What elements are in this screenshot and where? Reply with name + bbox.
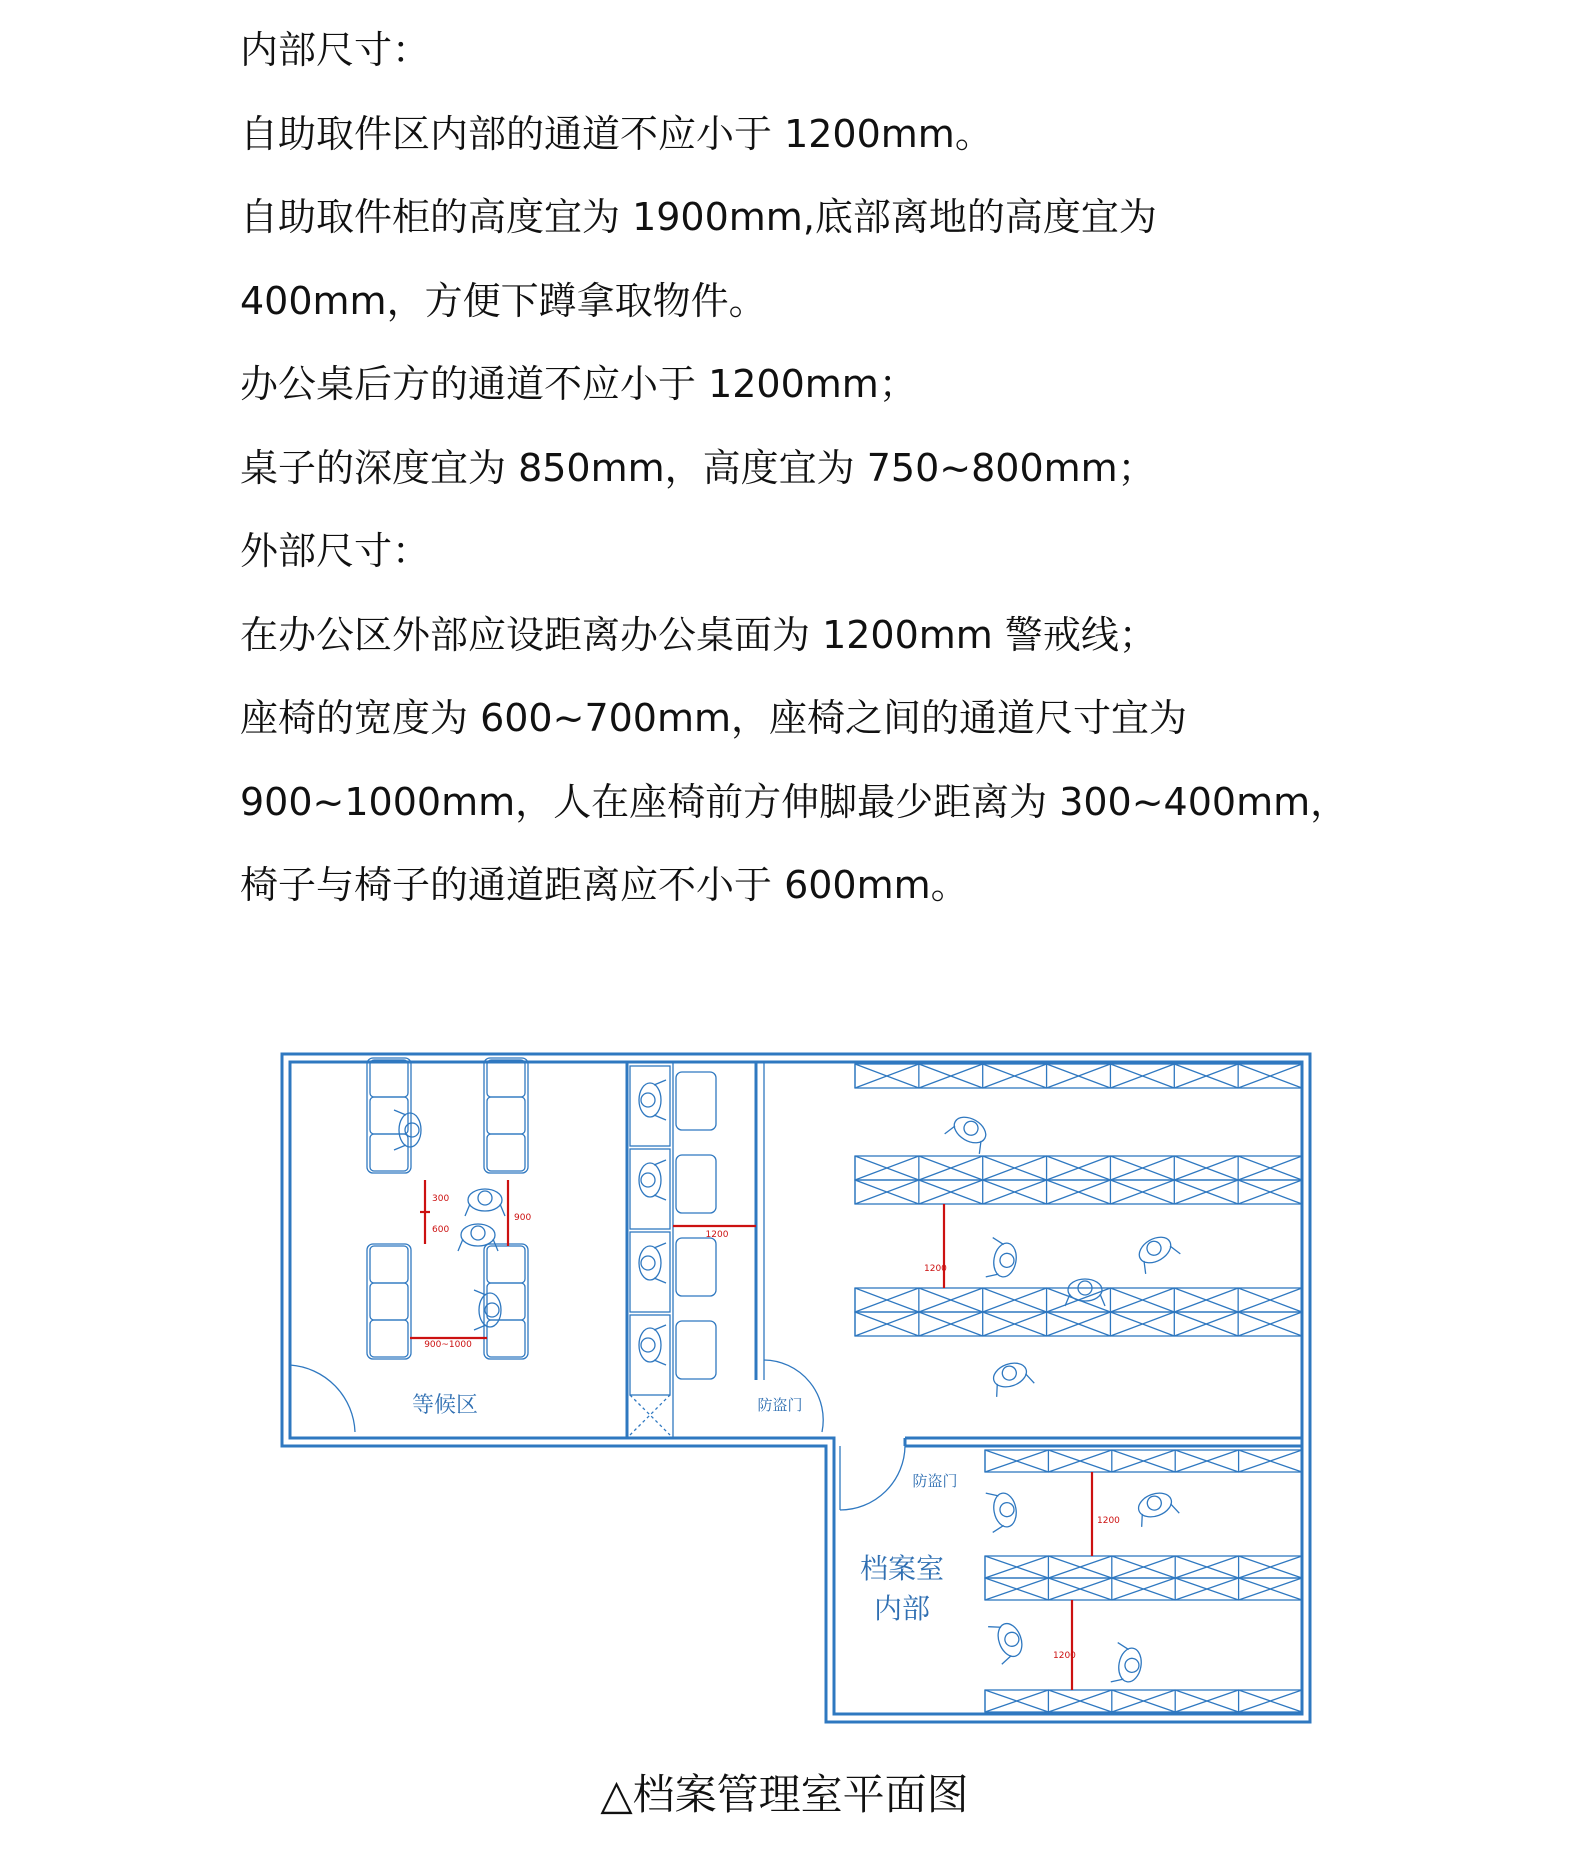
person-arms: [986, 1491, 1005, 1532]
person-head: [1000, 1364, 1018, 1382]
person-figure: [986, 1238, 1020, 1282]
dim-1200-lower-1: 1200: [1097, 1516, 1120, 1526]
text-line: 400mm，方便下蹲拿取物件。: [240, 278, 767, 323]
heading-internal-dimensions: 内部尺寸：: [240, 28, 431, 72]
person-arms: [1140, 1243, 1181, 1273]
person-shoulders: [990, 1359, 1029, 1391]
person-arms: [988, 1623, 1013, 1665]
person-shoulders: [639, 1083, 661, 1117]
person-arms: [1111, 1643, 1130, 1684]
walls: [282, 1054, 1310, 1722]
person-figure: [987, 1358, 1034, 1397]
person-figure: [639, 1243, 666, 1283]
person-figure: [1132, 1230, 1180, 1273]
person-figure: [465, 1189, 505, 1216]
door-swing: [290, 1365, 355, 1432]
text-line: 座椅的宽度为 600~700mm，座椅之间的通道尺寸宜为: [240, 696, 1188, 740]
person-figure: [639, 1325, 666, 1365]
person-head: [478, 1191, 492, 1205]
person-shoulders: [994, 1620, 1026, 1659]
dimension-lines: [410, 1180, 1092, 1690]
person-shoulders: [1116, 1646, 1144, 1683]
desk-chair: [676, 1321, 716, 1379]
person-shoulders: [461, 1224, 495, 1246]
person-shoulders: [639, 1328, 661, 1362]
dim-900-1000: 900~1000: [424, 1340, 472, 1350]
person-shoulders: [950, 1112, 990, 1148]
text-line: 900~1000mm，人在座椅前方伸脚最少距离为 300~400mm，: [240, 779, 1349, 824]
person-figure: [1111, 1643, 1145, 1687]
person-arms: [1138, 1502, 1180, 1527]
chair-row: [484, 1244, 528, 1359]
cabinet-unit: [630, 1315, 670, 1395]
chair-row: [367, 1244, 411, 1359]
cabinet-unit: [630, 1066, 670, 1146]
dim-600: 600: [432, 1225, 450, 1235]
dim-1200-aisle: 1200: [924, 1264, 947, 1274]
person-head: [999, 1502, 1015, 1518]
person-head: [1003, 1630, 1021, 1648]
text-line: 在办公区外部应设距离办公桌面为 1200mm 警戒线；: [240, 612, 1157, 657]
person-shoulders: [639, 1163, 661, 1197]
person-figure: [458, 1224, 498, 1251]
dim-1200-lower-2: 1200: [1053, 1651, 1076, 1661]
chair: [370, 1097, 408, 1134]
person-head: [1124, 1657, 1140, 1673]
text-line: 椅子与椅子的通道距离应不小于 600mm。: [240, 863, 969, 907]
label-archive-room: 档案室: [859, 1552, 945, 1585]
door-swing: [840, 1446, 905, 1510]
label-security-door-1: 防盗门: [757, 1396, 803, 1414]
person-shoulders: [991, 1241, 1019, 1278]
label-waiting-area: 等候区: [411, 1393, 479, 1418]
person-head: [641, 1093, 655, 1107]
dim-300: 300: [432, 1194, 450, 1204]
chair: [370, 1320, 408, 1357]
inner-wall: [290, 1062, 1302, 1714]
person-figure: [1132, 1488, 1179, 1527]
person-head: [641, 1338, 655, 1352]
person-head: [1145, 1494, 1163, 1512]
person-arms: [993, 1372, 1035, 1397]
person-figure: [639, 1160, 666, 1200]
text-line: 自助取件柜的高度宜为 1900mm,底部离地的高度宜为: [240, 195, 1157, 239]
person-figure: [639, 1080, 666, 1120]
heading-external-dimensions: 外部尺寸：: [240, 529, 431, 573]
chair: [487, 1246, 525, 1283]
person-head: [405, 1123, 419, 1137]
person-head: [471, 1226, 485, 1240]
cabinet-empty: [630, 1395, 670, 1435]
person-head: [641, 1173, 655, 1187]
desk-chair: [676, 1238, 716, 1296]
person-shoulders: [1135, 1232, 1175, 1268]
text-line: 桌子的深度宜为 850mm，高度宜为 750~800mm；: [240, 445, 1156, 490]
chair: [370, 1283, 408, 1320]
chair: [487, 1060, 525, 1097]
dim-900: 900: [514, 1213, 532, 1223]
chair: [370, 1060, 408, 1097]
person-shoulders: [479, 1293, 501, 1327]
label-security-door-2: 防盗门: [912, 1472, 958, 1490]
text-line: 办公桌后方的通道不应小于 1200mm；: [240, 362, 917, 406]
label-archive-inside: 内部: [873, 1592, 931, 1625]
person-shoulders: [639, 1246, 661, 1280]
person-figure: [945, 1110, 993, 1153]
desk-chair: [676, 1155, 716, 1213]
chair: [487, 1283, 525, 1320]
figure-caption: △档案管理室平面图: [600, 1770, 969, 1819]
person-shoulders: [468, 1189, 502, 1211]
desk-chair: [676, 1072, 716, 1130]
person-figure: [986, 1488, 1020, 1532]
chair: [487, 1097, 525, 1134]
chair: [370, 1246, 408, 1283]
person-shoulders: [991, 1491, 1019, 1528]
person-shoulders: [1135, 1489, 1174, 1521]
chair: [487, 1320, 525, 1357]
person-shoulders: [399, 1113, 421, 1147]
dim-1200-desk: 1200: [705, 1230, 729, 1240]
person-figure: [988, 1617, 1027, 1664]
chair-row: [484, 1058, 528, 1173]
chair: [370, 1134, 408, 1171]
chair: [487, 1134, 525, 1171]
outer-wall: [282, 1054, 1310, 1722]
person-head: [999, 1252, 1015, 1268]
person-head: [641, 1256, 655, 1270]
person-arms: [986, 1238, 1005, 1279]
text-line: 自助取件区内部的通道不应小于 1200mm。: [240, 111, 993, 156]
person-arms: [945, 1123, 986, 1153]
